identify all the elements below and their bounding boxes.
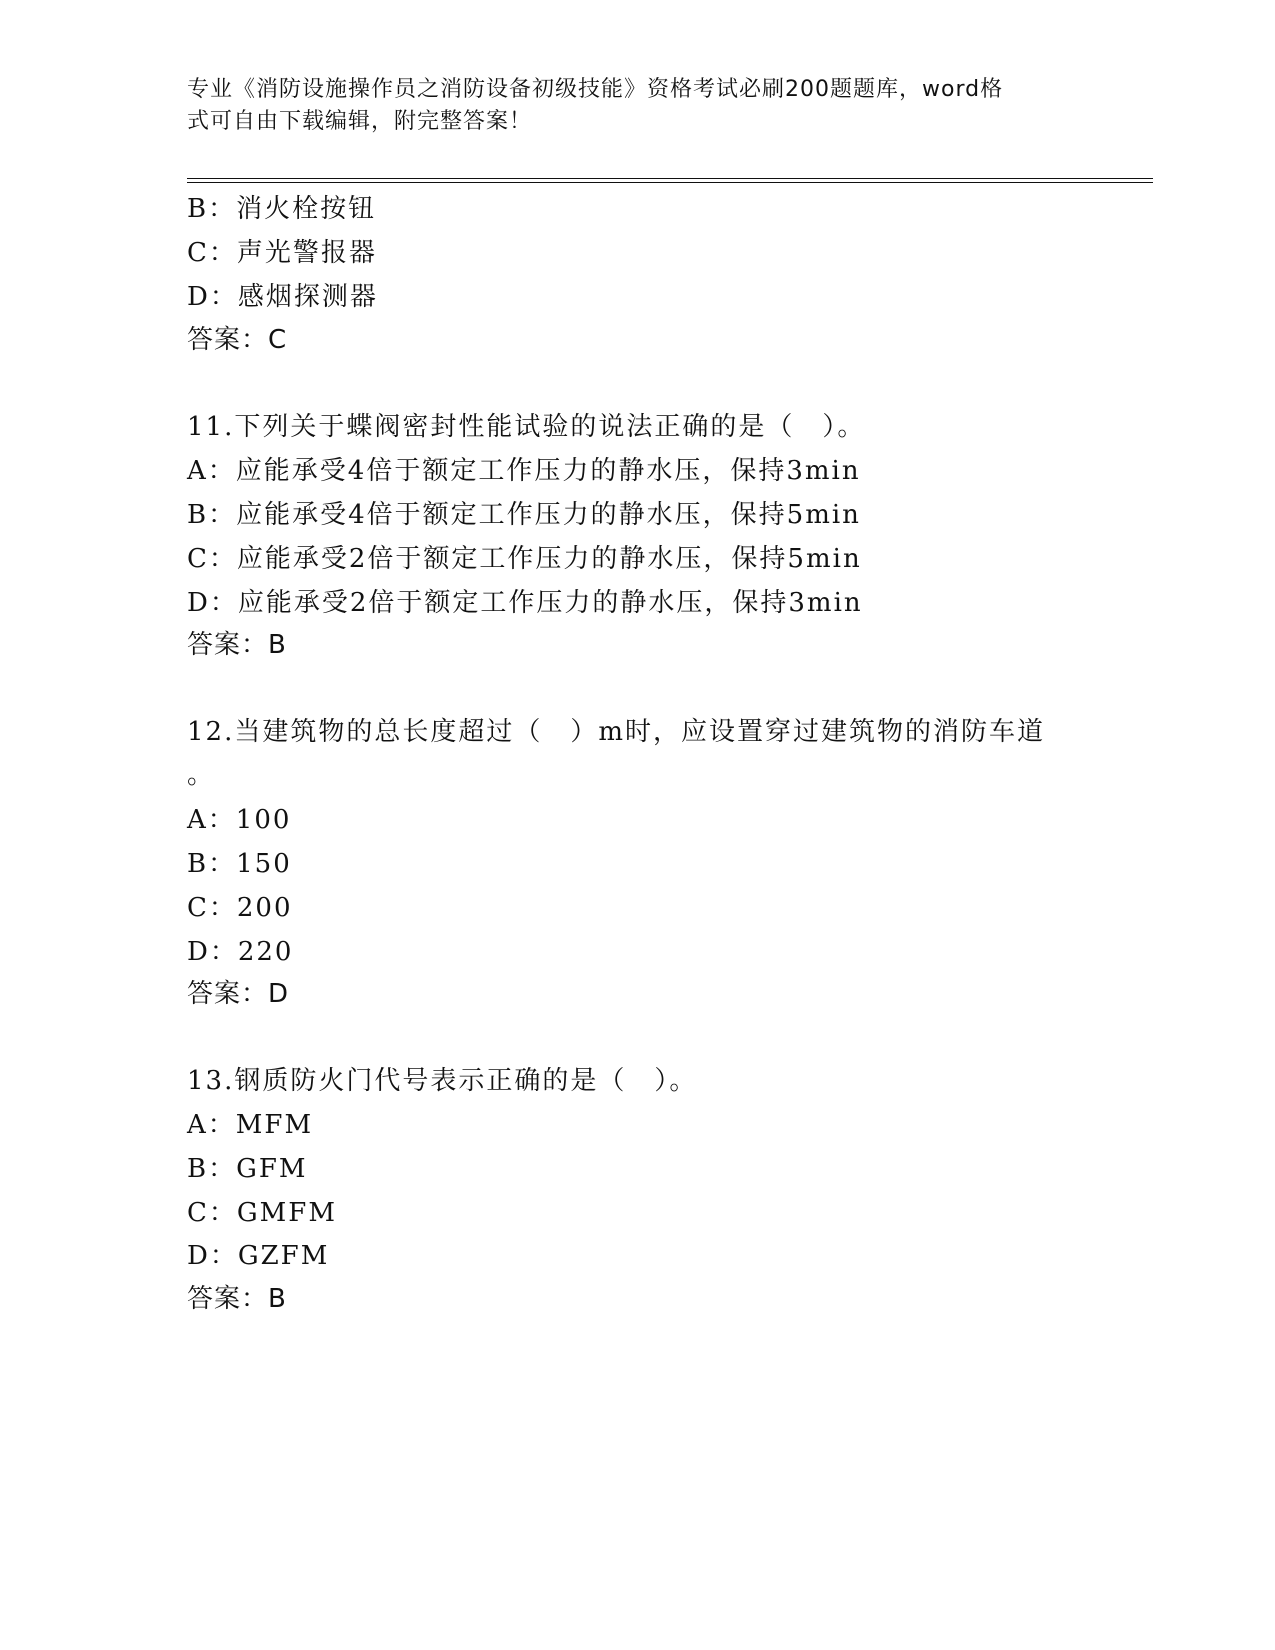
prev-option-b: B：消火栓按钮: [187, 194, 377, 224]
header-title-line-1: 专业《消防设施操作员之消防设备初级技能》资格考试必刷200题题库，word格: [187, 77, 1004, 102]
q13-option-c: C：GMFM: [187, 1198, 337, 1228]
prev-answer: 答案：C: [187, 325, 288, 355]
q13-stem: 13.钢质防火门代号表示正确的是（ ）。: [187, 1066, 698, 1096]
q11-option-b: B：应能承受4倍于额定工作压力的静水压，保持5min: [187, 500, 861, 530]
q12-answer: 答案：D: [187, 979, 290, 1009]
q11-option-a: A：应能承受4倍于额定工作压力的静水压，保持3min: [187, 456, 861, 486]
q13-option-d: D：GZFM: [187, 1241, 330, 1271]
q12-option-b: B：150: [187, 849, 292, 879]
q13-answer: 答案：B: [187, 1284, 287, 1314]
q11-stem: 11.下列关于蝶阀密封性能试验的说法正确的是（ ）。: [187, 412, 866, 442]
q13-option-a: A：MFM: [187, 1110, 314, 1140]
q11-answer: 答案：B: [187, 630, 287, 660]
document-header: [187, 74, 1067, 138]
q12-stem-line-1: 12.当建筑物的总长度超过（ ）m时，应设置穿过建筑物的消防车道: [187, 717, 1046, 747]
prev-option-d: D：感烟探测器: [187, 282, 378, 312]
header-divider-bottom: [187, 182, 1153, 183]
q12-option-a: A：100: [187, 805, 292, 835]
q11-option-d: D：应能承受2倍于额定工作压力的静水压，保持3min: [187, 588, 863, 618]
q12-option-d: D：220: [187, 937, 294, 967]
header-title-line-2: 式可自由下载编辑，附完整答案！: [187, 109, 533, 134]
q11-option-c: C：应能承受2倍于额定工作压力的静水压，保持5min: [187, 544, 862, 574]
q12-option-c: C：200: [187, 893, 293, 923]
q12-stem-line-2: 。: [187, 760, 216, 790]
q13-option-b: B：GFM: [187, 1154, 308, 1184]
prev-option-c: C：声光警报器: [187, 238, 377, 268]
header-divider-top: [187, 178, 1153, 179]
